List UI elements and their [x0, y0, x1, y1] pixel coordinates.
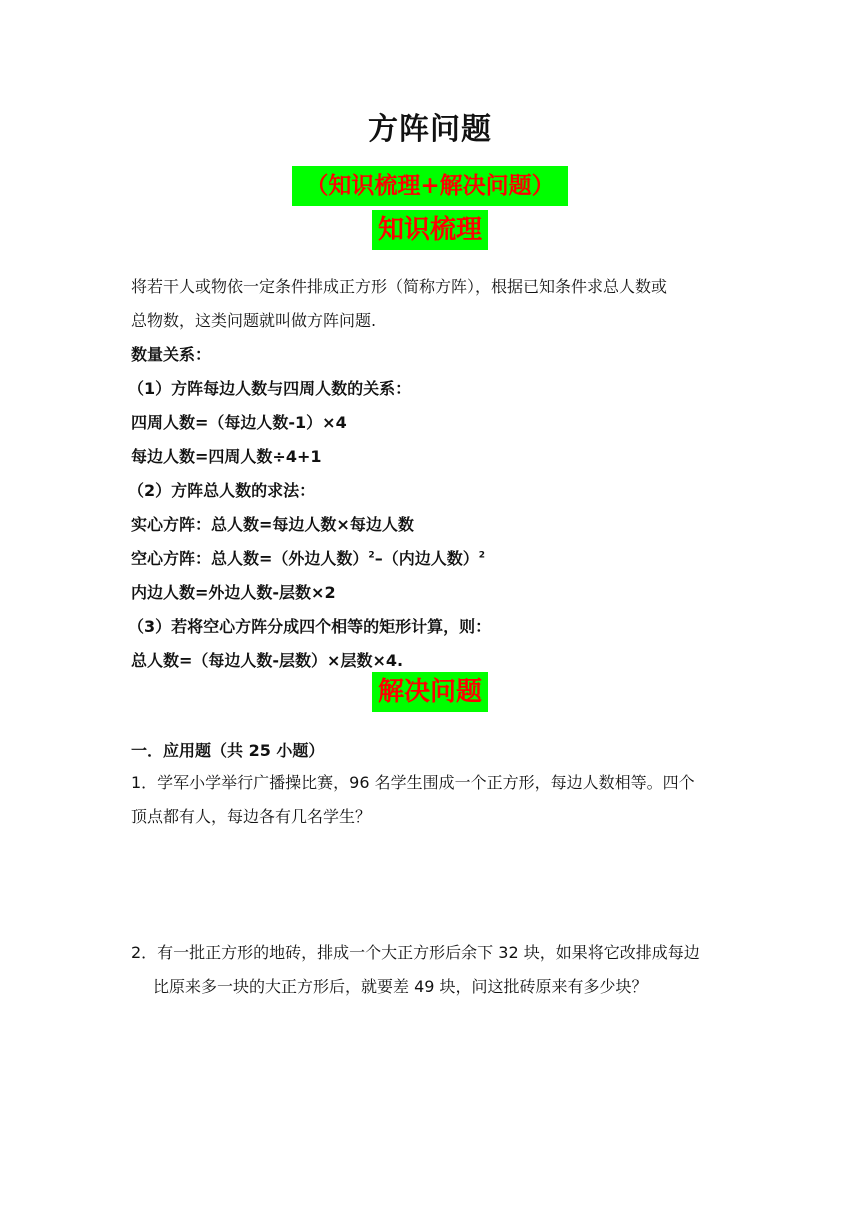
relation-line-6 [131, 546, 485, 569]
relation-line-6-part-a: 空心方阵：总人数=（外边人数） [131, 549, 369, 568]
problem-2-line-1: 2．有一批正方形的地砖，排成一个大正方形后余下 32 块，如果将它改排成每边 [131, 943, 700, 962]
relation-line-7: 内边人数=外边人数-层数×2 [131, 583, 336, 602]
part-heading: 一．应用题（共 25 小题） [131, 741, 325, 760]
section-heading-problems: 解决问题 [372, 672, 488, 712]
relation-line-1: （1）方阵每边人数与四周人数的关系： [128, 379, 412, 398]
page-title: 方阵问题 [368, 112, 492, 147]
problem-1-line-1: 1．学军小学举行广播操比赛，96 名学生围成一个正方形，每边人数相等。四个 [131, 773, 695, 792]
relation-line-4: （2）方阵总人数的求法： [128, 481, 316, 500]
superscript-2b: 2 [478, 550, 485, 561]
problem-1-line-2: 顶点都有人，每边各有几名学生？ [131, 807, 372, 826]
intro-line-1: 将若干人或物依一定条件排成正方形（简称方阵），根据已知条件求总人数或 [131, 277, 668, 296]
relation-heading: 数量关系： [131, 345, 212, 364]
relation-line-6-part-b: –（内边人数） [374, 549, 479, 568]
section-heading-knowledge: 知识梳理 [372, 210, 488, 250]
relation-line-3: 每边人数=四周人数÷4+1 [131, 447, 322, 466]
problem-2-line-2: 比原来多一块的大正方形后，就要差 49 块，问这批砖原来有多少块？ [153, 977, 648, 996]
superscript-2a: 2 [368, 550, 375, 561]
relation-line-9: 总人数=（每边人数-层数）×层数×4. [131, 651, 404, 670]
relation-line-8: （3）若将空心方阵分成四个相等的矩形计算，则： [128, 617, 492, 636]
relation-line-5: 实心方阵：总人数=每边人数×每边人数 [131, 515, 414, 534]
subtitle-banner: （知识梳理+解决问题） [292, 166, 568, 206]
intro-line-2: 总物数，这类问题就叫做方阵问题. [131, 311, 377, 330]
relation-line-2: 四周人数=（每边人数-1）×4 [131, 413, 347, 432]
